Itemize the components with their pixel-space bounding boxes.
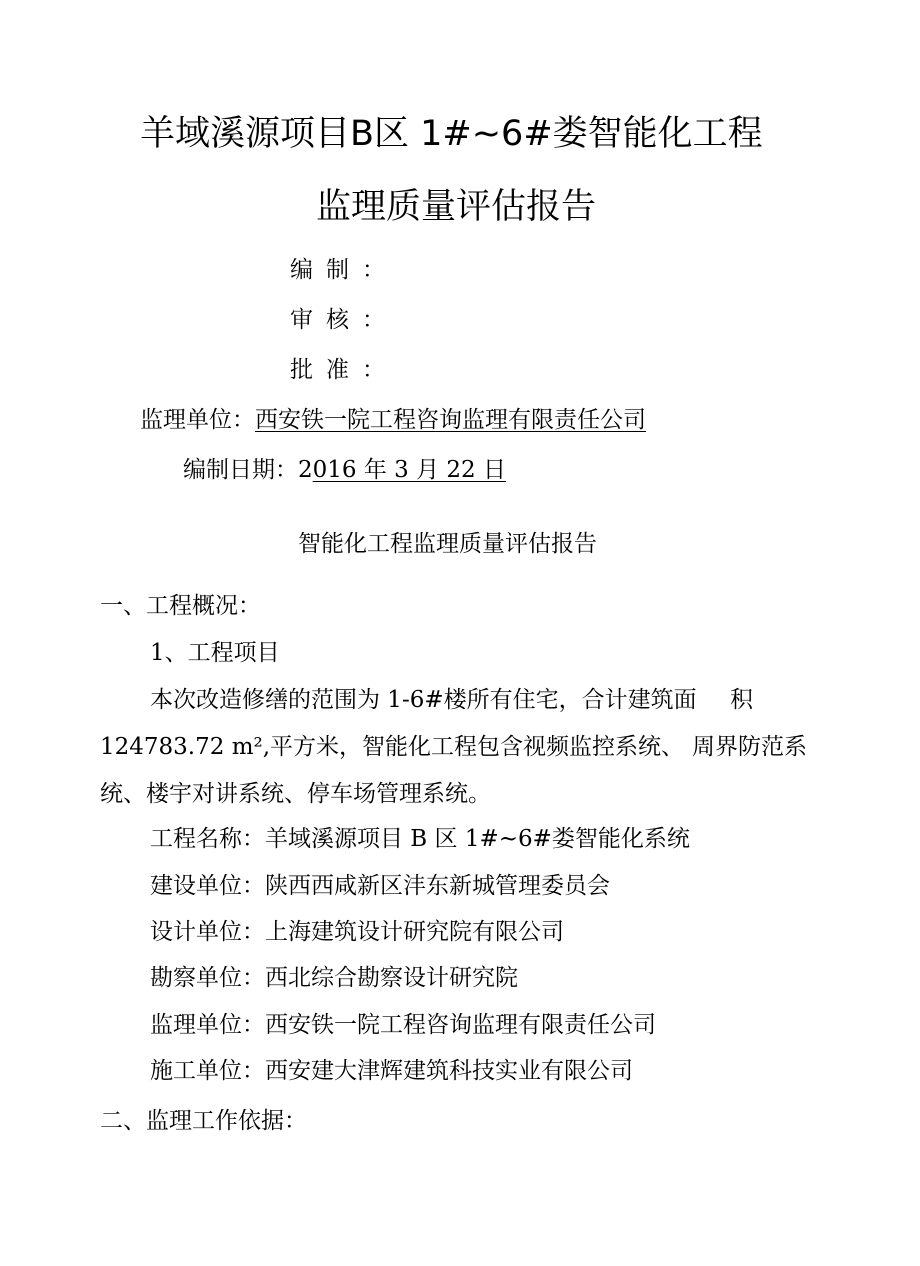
info-label: 工程名称： (150, 826, 265, 852)
report-subtitle: 智能化工程监理质量评估报告 (298, 531, 597, 557)
paragraph-line-2-left: 124783.72 m²,平方米，智能化工程包含视频监控系统、 (100, 734, 685, 760)
paragraph-line-2 (100, 732, 807, 762)
info-label: 设计单位： (150, 919, 265, 945)
cover-title-line2: 监理质量评估报告 (316, 187, 597, 227)
signature-row-approved (290, 355, 398, 385)
info-value: 羊域溪源项目 B 区 1#~6#娄智能化系统 (265, 826, 690, 852)
info-contractor-unit (150, 1056, 633, 1086)
info-value: 西安铁一院工程咨询监理有限责任公司 (265, 1012, 656, 1038)
info-value: 陕西西咸新区沣东新城管理委员会 (265, 873, 610, 899)
paragraph-line-2-right: 周界防范系 (692, 734, 807, 760)
cover-date (183, 455, 506, 485)
info-label: 施工单位： (150, 1058, 265, 1084)
signature-row-prepared (290, 255, 398, 285)
paragraph-line-1 (150, 685, 753, 715)
paragraph-line-1-left: 本次改造修缮的范围为 1-6#楼所有住宅，合计建筑面 (150, 687, 697, 713)
signature-label-reviewed: 审核： (290, 307, 398, 333)
paragraph-line-1-right: 积 (730, 687, 753, 713)
cover-date-value: 016 年 3 月 22 日 (312, 457, 506, 483)
cover-supervision-unit (140, 405, 646, 435)
cover-supervision-unit-label: 监理单位： (140, 407, 255, 433)
paragraph-line-3: 统、楼宇对讲系统、停车场管理系统。 (100, 781, 491, 807)
info-construction-unit (150, 871, 610, 901)
info-design-unit (150, 917, 564, 947)
info-value: 西北综合勘察设计研究院 (265, 965, 518, 991)
info-label: 监理单位： (150, 1012, 265, 1038)
info-supervision-unit (150, 1010, 656, 1040)
subsection1-heading: 1、工程项目 (150, 640, 280, 666)
info-value: 上海建筑设计研究院有限公司 (265, 919, 564, 945)
section2-heading: 二、监理工作依据： (100, 1108, 307, 1134)
info-project-name (150, 824, 690, 854)
section1-heading: 一、工程概况： (100, 593, 261, 619)
signature-label-prepared: 编制： (290, 257, 398, 283)
info-label: 建设单位： (150, 873, 265, 899)
cover-supervision-unit-value: 西安铁一院工程咨询监理有限责任公司 (255, 407, 646, 433)
cover-date-prefix: 2 (298, 457, 313, 483)
info-survey-unit (150, 963, 518, 993)
info-label: 勘察单位： (150, 965, 265, 991)
cover-date-label: 编制日期： (183, 457, 298, 483)
cover-title-line1: 羊域溪源项目B区 1#~6#娄智能化工程 (140, 114, 763, 154)
signature-row-reviewed (290, 305, 398, 335)
signature-label-approved: 批准： (290, 357, 398, 383)
info-value: 西安建大津辉建筑科技实业有限公司 (265, 1058, 633, 1084)
